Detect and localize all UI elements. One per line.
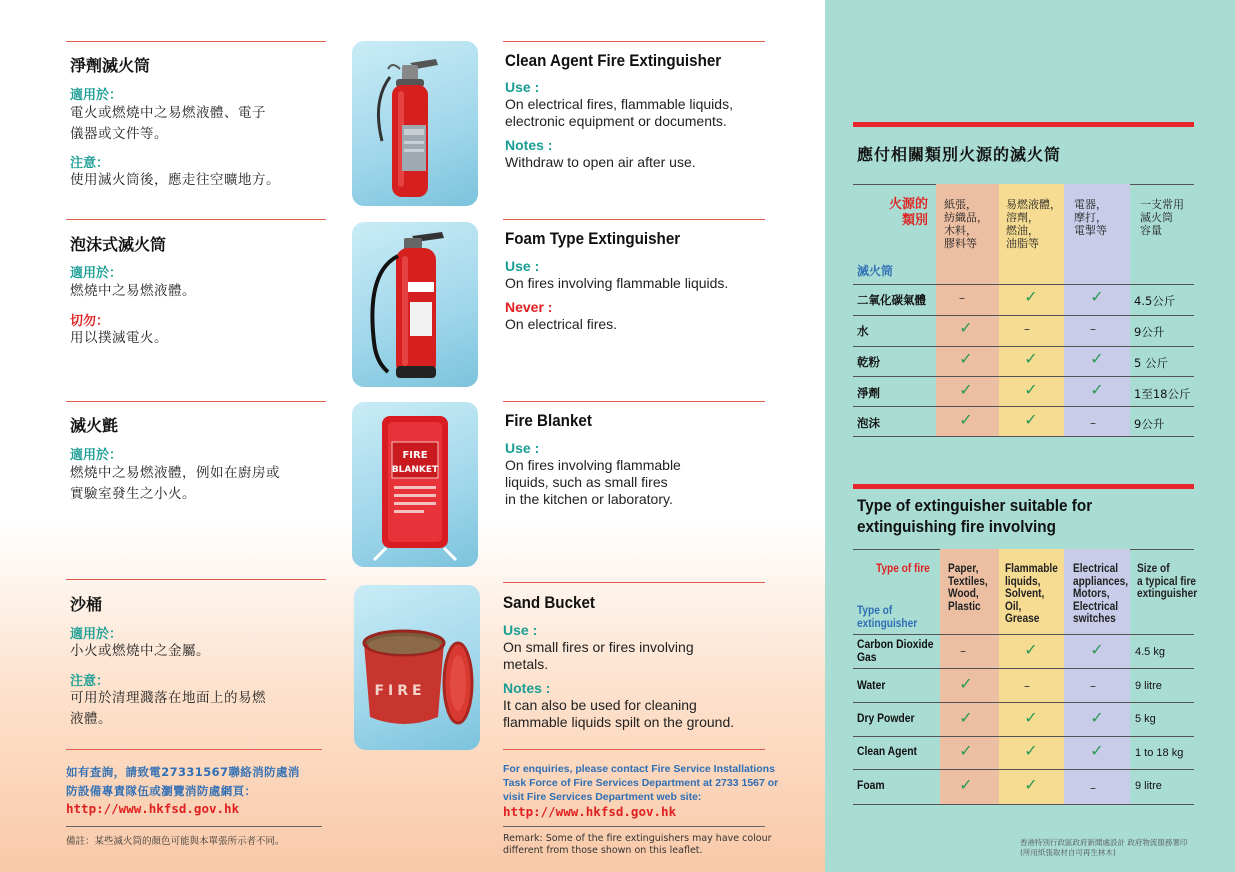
red-extinguisher-icon — [352, 41, 478, 206]
row-label-en: Water — [857, 680, 886, 692]
use-label-en: Use : — [503, 622, 538, 638]
printer-credit: 香港特別行政區政府新聞處設計 政府物流服務署印 (所用紙張取材自可再生林木) — [1020, 838, 1188, 857]
tick-icon: ✓ — [1024, 708, 1038, 727]
cell-mark: – — [1024, 322, 1030, 336]
notes-label-en: Notes : — [503, 680, 551, 696]
row-label-cn: 泡沫 — [857, 416, 880, 430]
cell-mark: – — [1024, 679, 1030, 693]
notes-label-en: Notes : — [505, 137, 553, 153]
blanket-print-blanket: BLANKET — [391, 465, 439, 475]
row-label-en: Carbon Dioxide Gas — [857, 639, 934, 664]
column-header-size-en: Size of a typical fire extinguisher — [1137, 563, 1198, 600]
sand-bucket-icon — [354, 585, 480, 750]
row-label-cn: 乾粉 — [857, 355, 880, 369]
column-header-liquid-cn: 易燃液體， 溶劑， 燃油， 油脂等 — [1006, 198, 1061, 250]
never-label-en: Never : — [505, 299, 553, 315]
enquiry-url-en[interactable]: http://www.hkfsd.gov.hk — [503, 804, 677, 819]
use-text-cn: 燃燒中之易燃液體。 — [70, 283, 196, 299]
section-divider — [503, 219, 765, 220]
remark-divider — [503, 826, 765, 827]
column-header-liquid-en: Flammable liquids, Solvent, Oil, Grease — [1005, 563, 1058, 625]
bucket-print-fire: FIRE — [374, 683, 426, 699]
cell-mark: – — [1090, 679, 1096, 693]
cell-mark: – — [959, 291, 965, 305]
tick-icon: ✓ — [1090, 380, 1104, 399]
never-label-cn: 切勿： — [70, 314, 110, 329]
tick-icon: ✓ — [959, 741, 973, 760]
tick-icon: ✓ — [1024, 775, 1038, 794]
cell-mark: – — [960, 644, 966, 658]
cell-mark: – — [1090, 781, 1096, 795]
tick-icon: ✓ — [1090, 287, 1104, 306]
use-label-cn: 適用於： — [70, 88, 123, 103]
section-title-cn: 泡沫式滅火筒 — [70, 235, 167, 254]
size-cn: 5 公斤 — [1134, 356, 1168, 370]
section-divider — [66, 401, 326, 402]
section-title-en: Fire Blanket — [505, 412, 592, 430]
section-title-cn: 滅火氈 — [70, 416, 119, 435]
remark-cn: 備註：某些滅火筒的顏色可能與本單張所示者不同。 — [66, 836, 285, 847]
enquiry-text-en: For enquiries, please contact Fire Service Installations Task Force of Fire Services Department at 2733 1567 or visit Fire Services Department web site: — [503, 763, 779, 803]
size-en: 1 to 18 kg — [1135, 747, 1184, 759]
table-en-row-line — [853, 736, 1194, 737]
notes-text-cn: 使用滅火筒後，應走往空曠地方。 — [70, 172, 280, 188]
tick-icon: ✓ — [959, 775, 973, 794]
size-en: 9 litre — [1135, 680, 1162, 692]
table-cn-row-line — [853, 284, 1194, 285]
tick-icon: ✓ — [1090, 708, 1104, 727]
table-cn-row-line — [853, 406, 1194, 407]
tick-icon: ✓ — [1090, 741, 1104, 760]
never-text-cn: 用以撲滅電火。 — [70, 330, 168, 346]
fire-blanket-icon — [352, 402, 478, 567]
cell-mark: – — [1090, 416, 1096, 430]
tick-icon: ✓ — [1024, 410, 1038, 429]
tick-icon: ✓ — [1090, 640, 1104, 659]
row-label-cn: 淨劑 — [857, 386, 880, 400]
table-en-row-line — [853, 668, 1194, 669]
section-divider — [66, 41, 326, 42]
use-label-en: Use : — [505, 440, 540, 456]
notes-label-cn: 注意： — [70, 674, 110, 689]
extinguisher-label-cn: 滅火筒 — [857, 264, 894, 278]
blanket-print-fire: FIRE — [402, 450, 428, 461]
tick-icon: ✓ — [1024, 380, 1038, 399]
use-label-cn: 適用於： — [70, 266, 123, 281]
tick-icon: ✓ — [959, 318, 973, 337]
use-text-cn: 電火或燃燒中之易燃液體、電子 儀器或文件等。 — [70, 105, 266, 142]
foam-extinguisher-photo — [352, 222, 478, 387]
notes-text-en: It can also be used for cleaning flammable liquids spilt on the ground. — [503, 697, 735, 730]
use-label-cn: 適用於： — [70, 448, 123, 463]
tick-icon: ✓ — [959, 410, 973, 429]
size-en: 4.5 kg — [1135, 646, 1165, 658]
cell-mark: – — [1090, 322, 1096, 336]
section-title-cn: 淨劑滅火筒 — [70, 56, 151, 75]
remark-divider — [66, 826, 322, 827]
section-divider — [66, 579, 326, 580]
tick-icon: ✓ — [959, 349, 973, 368]
tick-icon: ✓ — [959, 674, 973, 693]
table-cn-row-line — [853, 346, 1194, 347]
size-en: 9 litre — [1135, 780, 1162, 792]
section-title-en: Clean Agent Fire Extinguisher — [505, 52, 722, 70]
use-label-cn: 適用於： — [70, 627, 123, 642]
notes-label-cn: 注意： — [70, 156, 110, 171]
table-en-row-line — [853, 804, 1194, 805]
table-en-row-line — [853, 702, 1194, 703]
column-header-paper-en: Paper, Textiles, Wood, Plastic — [948, 563, 988, 613]
table-cn-top-bar — [853, 122, 1194, 127]
enquiry-url-cn[interactable]: http://www.hkfsd.gov.hk — [66, 801, 240, 816]
enquiry-text-cn: 如有查詢，請致電27331567聯絡消防處消 防設備專責隊伍或瀏覽消防處網頁： — [66, 765, 300, 798]
remark-en: Remark: Some of the fire extinguishers may have colour different from those shown on this leaflet. — [503, 833, 772, 856]
tick-icon: ✓ — [1024, 741, 1038, 760]
row-label-cn: 二氧化碳氣體 — [857, 293, 926, 307]
enquiry-divider — [503, 749, 765, 750]
foam-extinguisher-icon — [352, 222, 478, 387]
table-en-row-line — [853, 634, 1194, 635]
section-divider — [66, 219, 326, 220]
size-cn: 9公升 — [1134, 325, 1165, 339]
table-en-row-line — [853, 769, 1194, 770]
column-header-paper-cn: 紙張， 紡織品， 木料， 膠料等 — [944, 198, 988, 250]
row-label-cn: 水 — [857, 324, 869, 338]
size-en: 5 kg — [1135, 713, 1156, 725]
sand-bucket-photo — [354, 585, 480, 750]
row-label-en: Clean Agent — [857, 746, 918, 758]
tick-icon: ✓ — [959, 708, 973, 727]
enquiry-divider — [66, 749, 322, 750]
row-label-en: Dry Powder — [857, 713, 915, 725]
table-cn-row-line — [853, 376, 1194, 377]
table-cn-row-line — [853, 315, 1194, 316]
table-cn-title: 應付相關類別火源的滅火筒 — [857, 145, 1062, 164]
extinguisher-label-en: Type of extinguisher — [857, 605, 918, 630]
size-cn: 4.5公斤 — [1134, 294, 1176, 308]
column-header-electrical-cn: 電器， 摩打， 電掣等 — [1074, 198, 1107, 237]
use-text-en: On electrical fires, flammable liquids, electronic equipment or documents. — [505, 96, 733, 129]
size-cn: 1至18公斤 — [1134, 387, 1191, 401]
table-en-top-bar — [853, 484, 1194, 489]
never-text-en: On electrical fires. — [505, 316, 618, 332]
fire-type-label-en: Type of fire — [876, 563, 930, 575]
column-header-size-cn: 一支常用 滅火筒 容量 — [1140, 198, 1184, 237]
tick-icon: ✓ — [1024, 640, 1038, 659]
section-divider — [503, 41, 765, 42]
use-text-cn: 小火或燃燒中之金屬。 — [70, 643, 210, 659]
notes-text-en: Withdraw to open air after use. — [505, 154, 696, 170]
notes-text-cn: 可用於清理濺落在地面上的易燃 液體。 — [70, 690, 266, 727]
section-title-en: Sand Bucket — [503, 594, 595, 612]
size-cn: 9公升 — [1134, 417, 1165, 431]
use-text-en: On fires involving flammable liquids. — [505, 275, 729, 291]
use-text-en: On small fires or fires involving metals. — [503, 639, 694, 672]
tick-icon: ✓ — [959, 380, 973, 399]
use-text-cn: 燃燒中之易燃液體，例如在廚房或 實驗室發生之小火。 — [70, 465, 280, 502]
fire-type-label-cn: 火源的 類別 — [888, 197, 928, 228]
table-cn-row-line — [853, 436, 1194, 437]
tick-icon: ✓ — [1024, 349, 1038, 368]
section-divider — [503, 401, 765, 402]
tick-icon: ✓ — [1090, 349, 1104, 368]
use-text-en: On fires involving flammable liquids, such as small fires in the kitchen or laboratory. — [505, 457, 681, 507]
section-divider — [503, 582, 765, 583]
clean-agent-extinguisher-photo — [352, 41, 478, 206]
column-header-electrical-en: Electrical appliances, Motors, Electrical switches — [1073, 563, 1129, 625]
section-title-cn: 沙桶 — [70, 595, 103, 614]
row-label-en: Foam — [857, 780, 885, 792]
fire-blanket-photo — [352, 402, 478, 567]
table-en-title: Type of extinguisher suitable for extinguishing fire involving — [857, 496, 1093, 536]
tick-icon: ✓ — [1024, 287, 1038, 306]
section-title-en: Foam Type Extinguisher — [505, 230, 681, 248]
use-label-en: Use : — [505, 79, 540, 95]
use-label-en: Use : — [505, 258, 540, 274]
